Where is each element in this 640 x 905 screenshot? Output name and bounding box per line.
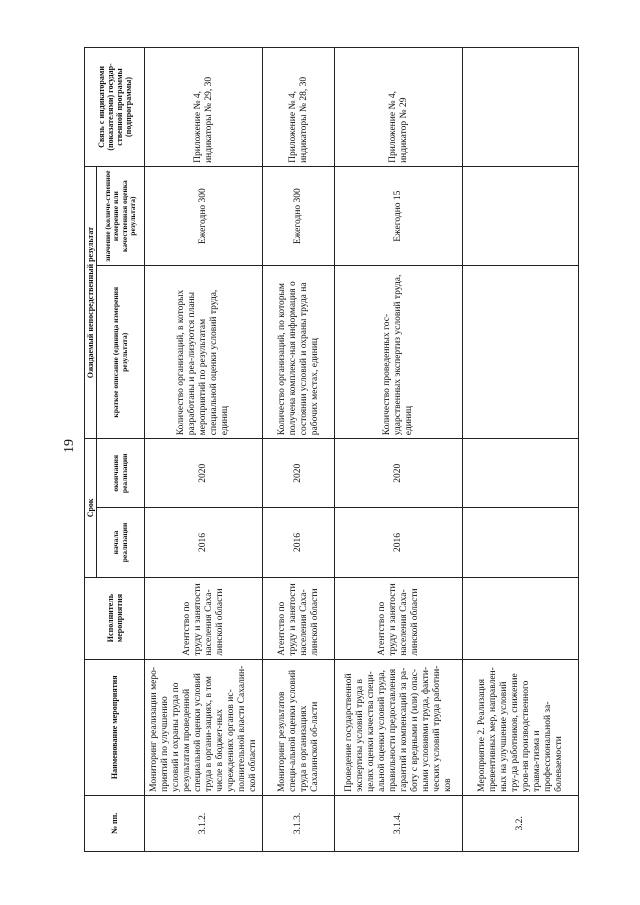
- page-number: 19: [62, 439, 77, 453]
- row-name: Мониторинг реализации меро-приятий по улучшению условий и охраны труда по результатам проведенной специальной оценки условий труда в органи-зациях, в том числе в бюджет-ных учреждениях органов ис-полнительной власти Сахалин-ской области: [145, 659, 263, 795]
- header-name: Наименование мероприятия: [85, 659, 145, 795]
- row-executor: Агентство по труду и занятости населения Саха-линской области: [335, 577, 463, 659]
- row-num: 3.1.3.: [263, 795, 335, 851]
- row-start: [463, 508, 579, 577]
- header-term: Срок: [85, 439, 97, 577]
- row-value: [463, 166, 579, 265]
- row-link: Приложение № 4, индикатор № 29: [335, 48, 463, 167]
- row-desc: Количество организаций, по которым получена комплекс-ная информация о состоянии условий и охраны труда на рабочих местах, единиц: [263, 266, 335, 439]
- table-row: [145, 48, 263, 852]
- row-end: [463, 439, 579, 508]
- header-term-end: окончания реализации: [97, 439, 145, 508]
- row-executor: Агентство по труду и занятости населения Саха-линской области: [145, 577, 263, 659]
- row-num: 3.2.: [463, 795, 579, 851]
- row-num: 3.1.2.: [145, 795, 263, 851]
- header-expected: Ожидаемый непосредственный результат: [85, 166, 97, 438]
- header-expected-value: значение (количе-ственное измерение или качественная оценка результата): [97, 166, 145, 265]
- table-row: [263, 48, 335, 852]
- activities-table: [84, 47, 579, 852]
- row-name: Мониторинг результатов специ-альной оценки условий труда в организациях Сахалинской об-ласти: [263, 659, 335, 795]
- header-expected-desc: краткое описание (единица измерения результата): [97, 266, 145, 439]
- row-value: Ежегодно 15: [335, 166, 463, 265]
- row-start: 2016: [335, 508, 463, 577]
- header-term-start: начала реализации: [97, 508, 145, 577]
- row-name: Мероприятие 2. Реализация превентивных мер, направлен-ных на улучшение условий тру-да работников, снижение уров-ня производственного травма-тизма и профессиональной за-болеваемости: [463, 659, 579, 795]
- header-num: № пп.: [85, 795, 145, 851]
- row-end: 2020: [335, 439, 463, 508]
- row-end: 2020: [145, 439, 263, 508]
- row-executor: [463, 577, 579, 659]
- row-end: 2020: [263, 439, 335, 508]
- row-value: Ежегодно 300: [263, 166, 335, 265]
- row-executor: Агентство по труду и занятости населения Саха-линской области: [263, 577, 335, 659]
- row-link: Приложение № 4, индикаторы № 28, 30: [263, 48, 335, 167]
- row-num: 3.1.4.: [335, 795, 463, 851]
- header-link: Связь с индикаторами (показателями) государ-ственной программы (подпрограммы): [85, 48, 145, 167]
- row-start: 2016: [145, 508, 263, 577]
- document-table-sheet: [84, 47, 579, 852]
- table-row: [463, 48, 579, 852]
- row-link: Приложение № 4, индикаторы № 29, 30: [145, 48, 263, 167]
- row-desc: Количество проведенных гос-ударственных экспертиз условий труда, единиц: [335, 266, 463, 439]
- row-start: 2016: [263, 508, 335, 577]
- row-desc: [463, 266, 579, 439]
- row-link: [463, 48, 579, 167]
- row-name: Проведение государственной экспертизы условий труда в целях оценки качества специ-альной оценки условий труда, правильности предоставления гарантий и компенсаций за ра-боту с вредными и (или) опас-ными условиями труда, факти-ческих условий труда работни-ков: [335, 659, 463, 795]
- row-desc: Количество организаций, в которых разработаны и реа-лизуются планы мероприятий по результатам специальной оценки условий труда, единиц: [145, 266, 263, 439]
- table-row: [335, 48, 463, 852]
- header-executor: Исполнитель мероприятия: [85, 577, 145, 659]
- row-value: Ежегодно 300: [145, 166, 263, 265]
